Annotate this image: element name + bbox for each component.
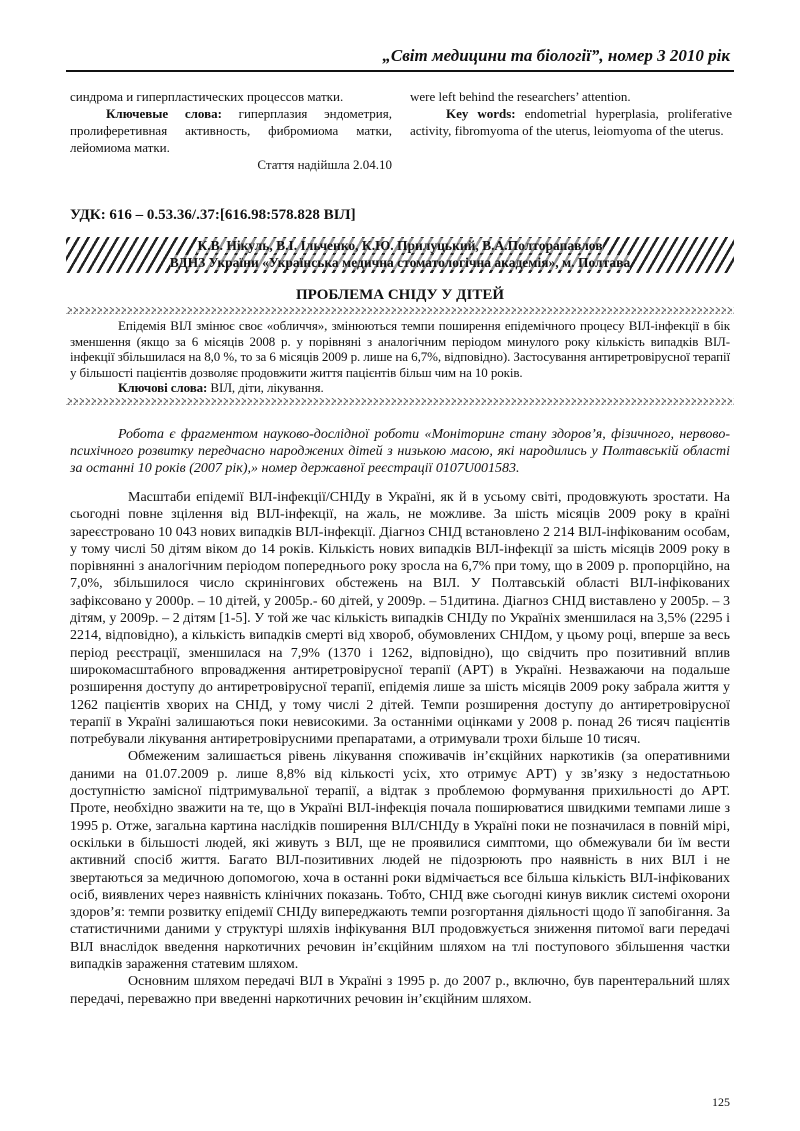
abstract [70,318,730,396]
funding-note-text: Робота є фрагментом науково-дослідної роботи «Моніторинг стану здоров’я, фізичного, нервово-психічного розвитку передчасно народжених дітей з низькою масою, які народились у Полтавській області за останні 10 років (2007 рік),» номер державної реєстрації 0107U001583. [70,427,730,476]
authors: К.В. Нікуль, В.І. Ільченко, К.Ю. Прилуцький, В.А.Полторапавлов [197,238,603,253]
body-paragraph: Обмеженим залишається рівень лікування споживачів ін’єкційних наркотиків (за оперативними даними на 01.07.2009 р. лише 8,8% від кількості усіх, хто отримує АРТ) у зв’язку з недостатньою доступністю замісної підтримувальної терапії, а відтак з проблемою формування прихильності до АРТ. Проте, необхідно зважити на те, що в Україні ВІЛ-інфекція почала поширюватися швидкими темпами лише з 1995 р. Отже, загальна картина наслідків поширення ВІЛ/СНІДу в Україні поки не позначилася в повній мірі, оскільки в більшості людей, які живуть з ВІЛ, ще не проявилися симптоми, що обмежували би їм вести активний спосіб життя. Багато ВІЛ-позитивних людей не підозрюють про наявність в них ВІЛ і не звертаються за медичною допомогою, хоча в останні роки відмічається все більша кількість ВІЛ-інфікованих осіб, виявлених через наявність клінічних показань. Тобто, СНІД вже сьогодні кинув виклик системі охорони здоров’я: темпи розвитку епідемії СНІДу випереджають темпи розгортання діяльності щодо її запобігання. За статистичними даними у структурі шляхів інфікування ВІЛ продовжується зниження питомої ваги передачі ВІЛ внаслідок введення наркотичних речовин ін’єкційним шляхом на тлі поступового збільшення частки випадків зараження статевим шляхом. [70,749,730,973]
keywords-label: Ключевые слова: [106,106,222,121]
prev-article-left-column [70,88,392,173]
wave-divider-bottom [66,398,734,405]
body-paragraph: Основним шляхом передачі ВІЛ в Україні з 1995 р. до 2007 р., включно, був парентеральний шлях передачі, переважно при введенні наркотичних речовин ін’єкційним шляхом. [70,974,730,1007]
received-date: Стаття надійшла 2.04.10 [257,157,392,172]
page-number: 125 [712,1095,730,1109]
title-abstract-block [66,286,734,405]
body-paragraph: Масштаби епідемії ВІЛ-інфекції/СНІДу в Україні, як й в усьому світі, продовжують зростати. На сьогодні повне зцілення від ВІЛ-інфекції, на жаль, не можливе. За шість місяців 2009 року в країні зареєстровано 10 043 нових випадків ВІЛ-інфекції. Діагноз СНІД встановлено 2 214 ВІЛ-інфікованим особам, у тому числі 50 дітям віком до 14 років. Кількість нових випадків ВІЛ-інфекції за шість місяців 2009 року в порівнянні з аналогічним періодом попереднього року зросла на 6,7% при тому, що в 2009 р. пропорційно, на 7,0%, збільшилося число скринінгових обстежень на ВІЛ. У Полтавській області ВІЛ-інфікованих зафіксовано у 2000р. – 10 дітей, у 2005р.- 60 дітей, у 2009р. – 51дитина. Діагноз СНІД виставлено у 2005р. – 3 дітям, у 2009р. – 2 дітям [1-5]. У той же час кількість випадків СНІДу по Україніх зменшилася на 3,5% (2295 і 2214, відповідно), а кількість випадків смерті від хвороб, обумовлених СНІДом, у цьому році, вперше за весь період реєстрації, зменшилася на 7,9% (1370 і 1262, відповідно), що свідчить про позитивний вплив широкомасштабного впровадження антиретровірусної терапії (АРТ) в Україні. Незважаючи на подальше розширення доступу до антиретровірусної терапії, епідемія лише за шість місяців 2009 року забрала життя у 1262 пацієнтів хворих на СНІД, у тому числі 2 дітей. Темпи розширення доступу до антиретровірусної терапії в Україні залишаються поки невисокими. За останніми оцінками у 2008 р. понад 26 тисяч пацієнтів потребували лікування антиретровірусними препаратами, а отримували трохи більше 10 тисяч. [70,490,730,748]
wave-divider-top [66,307,734,314]
abstract-text: Епідемія ВІЛ змінює своє «обличчя», змінюються темпи поширення епідемічного процесу ВІЛ-інфекції в бік зменшення (якщо за 6 місяців 2008 р. у порівняні з аналогічним періодом минулого року кількість випадків ВІЛ-інфекції збільшилася на 8,0 %, то за 6 місяців 2009 р. лише на 6,7%, відповідно). Застосування антиретровірусної терапії у більшості пацієнтів дозволяє продовжити життя пацієнтів більш чим на 10 років. [70,318,730,380]
prev-keywords-en [410,105,732,139]
affiliation: ВДНЗ України «Українська медична стоматологічна академія», м. Полтава [169,255,631,270]
article-keywords [70,380,730,396]
article-body [70,489,730,1008]
authors-band [66,237,734,273]
funding-note [70,426,730,477]
prev-end-text: синдрома и гиперпластических процессов матки. [70,89,344,104]
prev-keywords [70,105,392,156]
keywords-text: гиперплазия эндометрия, пролиферетивная активность, фибромиома матки, лейомиома матки. [70,106,392,155]
keywords-label-en: Key words: [446,106,516,121]
article-keywords-label: Ключові слова: [118,380,208,396]
article-keywords-text: ВІЛ, діти, лікування. [207,380,324,396]
udk-code: УДК: 616 – 0.53.36/.37:[616.98:578.828 ВІЛ] [70,207,356,223]
header-rule [66,70,734,72]
prev-end-text-en: were left behind the researchers’ attention. [410,89,631,104]
article-title: ПРОБЛЕМА СНІДУ У ДІТЕЙ [295,287,505,303]
keywords-text-en: endometrial hyperplasia, proliferative activity, fibromyoma of the uterus, leiomyoma of the uterus. [410,106,732,138]
prev-article-right-column [410,88,732,139]
journal-header: „Світ медицини та біології”, номер 3 2010 рік [382,46,730,65]
